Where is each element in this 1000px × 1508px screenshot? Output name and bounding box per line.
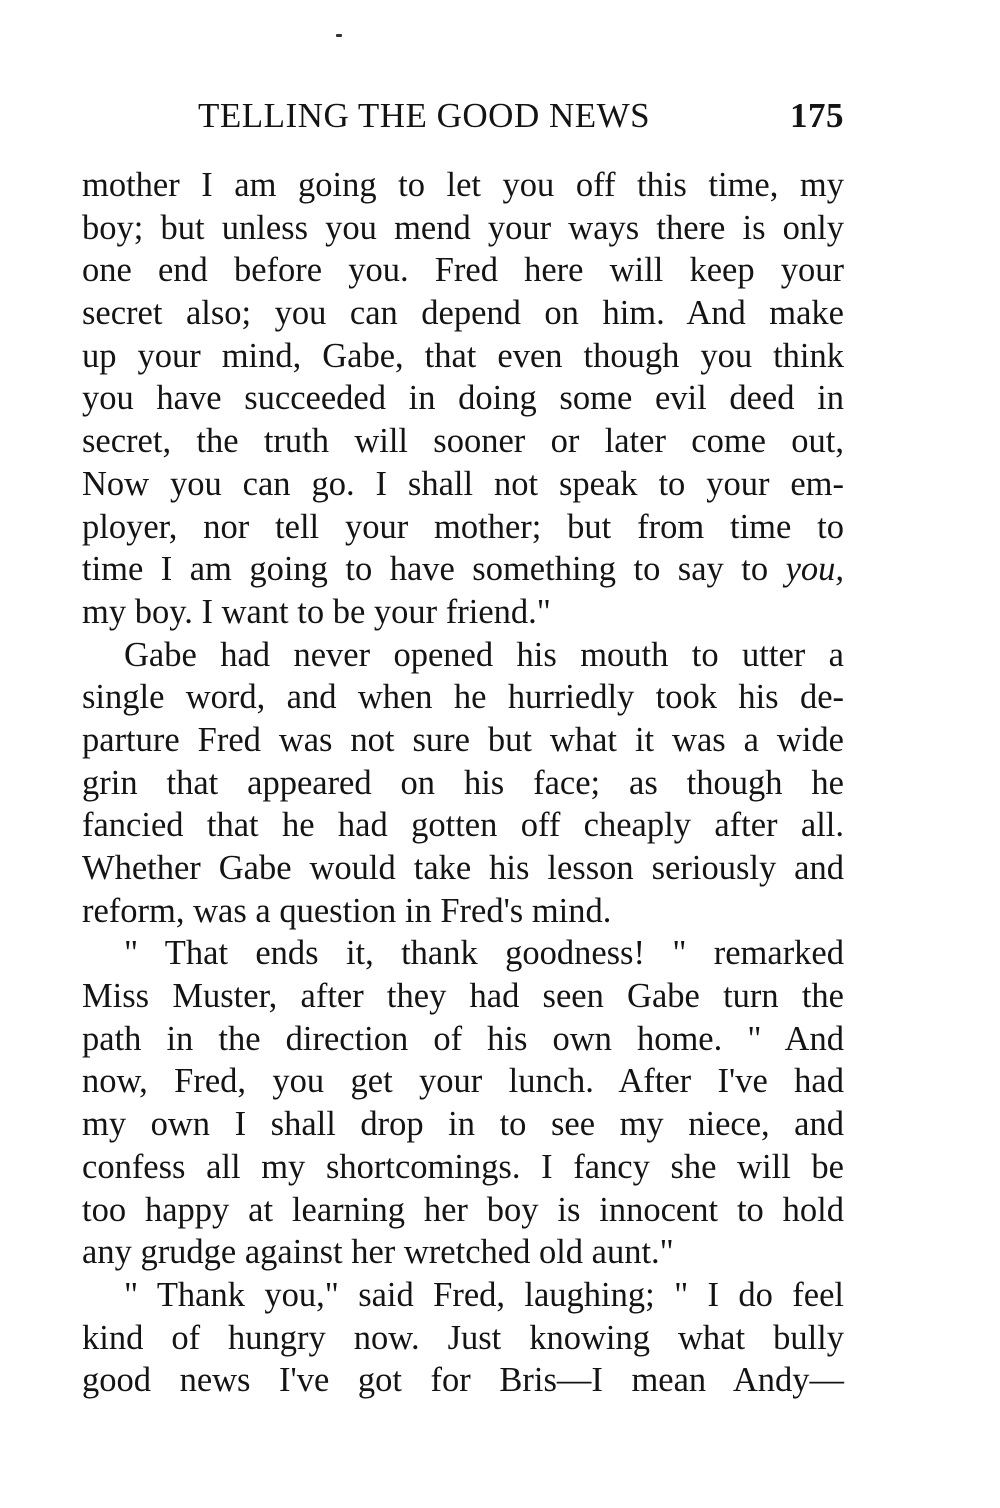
text-line: boy; but unless you mend your ways there is only xyxy=(82,208,844,247)
text-line: parture Fred was not sure but what it was a wide xyxy=(82,720,844,759)
text-line: single word, and when he hurriedly took his de- xyxy=(82,678,844,717)
text-line-start: time I am going to have something to say to xyxy=(82,550,769,589)
text-line: Whether Gabe would take his lesson seriously and xyxy=(82,849,844,887)
page-number: 175 xyxy=(790,96,844,135)
text-line: up your mind, Gabe, that even though you think xyxy=(82,336,844,375)
paragraph-end-line: reform, was a question in Fred's mind. xyxy=(82,891,612,930)
text-line: Now you can go. I shall not speak to your em- xyxy=(82,464,844,503)
text-line: fancied that he had gotten off cheaply after all. xyxy=(82,806,844,845)
page-header xyxy=(82,96,844,140)
text-line: now, Fred, you get your lunch. After I've had xyxy=(82,1062,844,1101)
text-line: Miss Muster, after they had seen Gabe turn the xyxy=(82,977,844,1016)
text-line: secret also; you can depend on him. And make xyxy=(82,294,844,333)
text-line: secret, the truth will sooner or later come out, xyxy=(82,422,844,461)
print-speck xyxy=(336,34,342,37)
body-text xyxy=(82,164,844,1402)
text-line: kind of hungry now. Just knowing what bully xyxy=(82,1318,844,1357)
text-line: you have succeeded in doing some evil deed in xyxy=(82,379,844,418)
text-line: my own I shall drop in to see my niece, and xyxy=(82,1105,844,1144)
paragraph-first-line: " That ends it, thank goodness! " remarked xyxy=(124,934,844,973)
emphasized-word: you, xyxy=(785,550,845,589)
text-line: too happy at learning her boy is innocent to hold xyxy=(82,1190,844,1229)
text-line: good news I've got for Bris—I mean Andy— xyxy=(82,1361,844,1400)
text-line: ployer, nor tell your mother; but from time to xyxy=(82,507,844,546)
paragraph-end-line: my boy. I want to be your friend." xyxy=(82,592,551,631)
paragraph-end-line: any grudge against her wretched old aunt." xyxy=(82,1233,674,1272)
paragraph-first-line: " Thank you," said Fred, laughing; " I do feel xyxy=(124,1275,844,1314)
text-line: mother I am going to let you off this time, my xyxy=(82,166,844,204)
text-line: confess all my shortcomings. I fancy she will be xyxy=(82,1147,844,1186)
text-line: path in the direction of his own home. " And xyxy=(82,1019,844,1058)
text-line: grin that appeared on his face; as though he xyxy=(82,763,844,802)
text-line-with-emphasis xyxy=(82,548,844,591)
paragraph-first-line: Gabe had never opened his mouth to utter a xyxy=(124,635,844,674)
running-title: TELLING THE GOOD NEWS xyxy=(198,96,651,135)
text-line: one end before you. Fred here will keep your xyxy=(82,251,844,290)
